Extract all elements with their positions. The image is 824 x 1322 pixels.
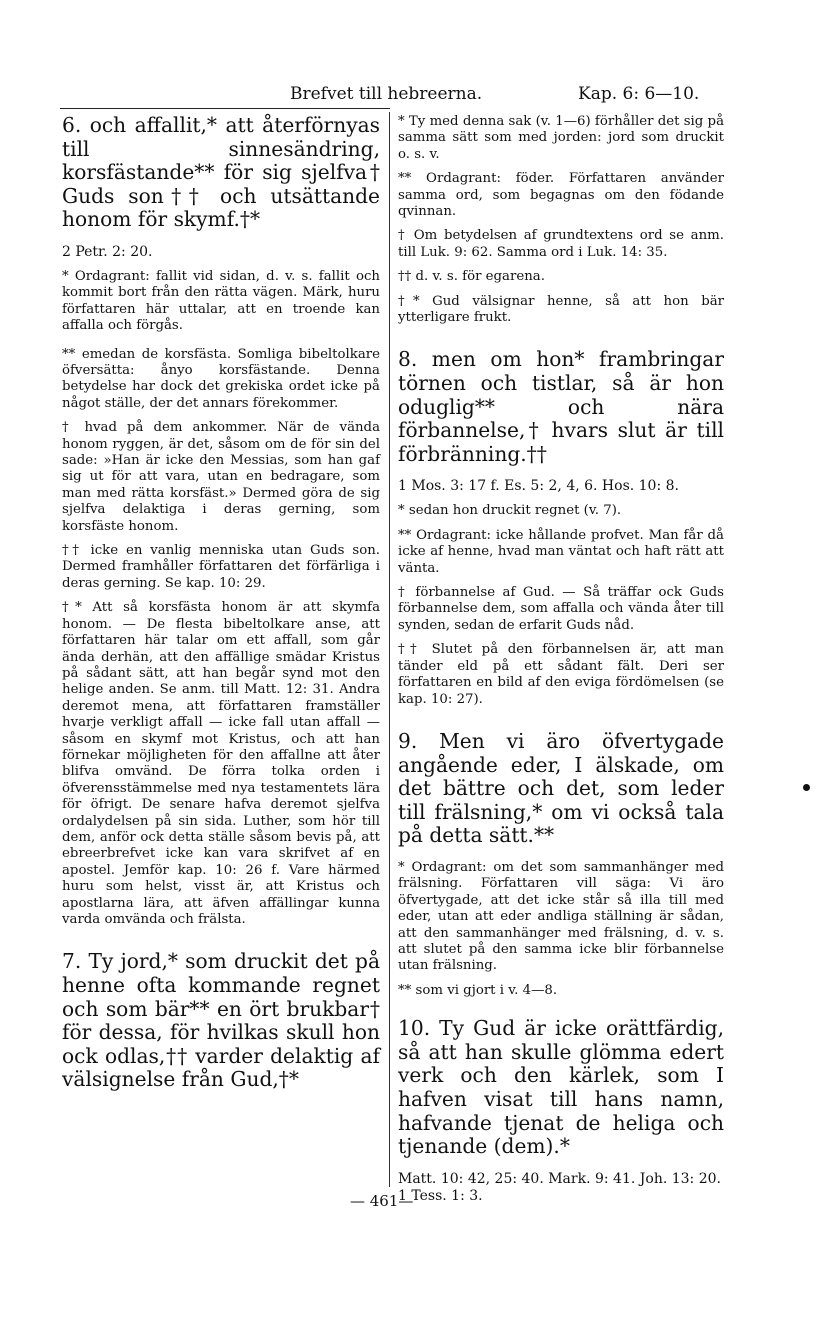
right-column: [398, 114, 724, 1213]
column-divider: [389, 112, 390, 1187]
note-7-1: * Ty med denna sak (v. 1—6) förhåller det sig på samma sätt som med jorden: jord som druckit o. s. v.: [398, 114, 724, 162]
note-8-2: ** Ordagrant: icke hållande profvet. Man får då icke af henne, hvad man väntat och haft rätt att vänta.: [398, 527, 724, 576]
verse-10: 10. Ty Gud är icke orättfärdig, så att han skulle glömma edert verk och den kärlek, som I hafven visat till hans namn, hafvande tjenat de heliga och tjenande (dem).*: [398, 1016, 724, 1159]
note-8-4: †† Slutet på den förbannelsen är, att man tänder eld på ett sådant fält. Deri ser författaren en bild af den eviga fördömelsen (se kap. 10: 27).: [398, 642, 724, 707]
verse-9: 9. Men vi äro öfvertygade angående eder, I älskade, om det bättre och det, som leder till frälsning,* om vi också tala på detta sätt.**: [398, 728, 724, 848]
note-9-2: ** som vi gjort i v. 4—8.: [398, 982, 558, 998]
note-8-3: † förbannelse af Gud. — Så träffar ock Guds förbannelse dem, som affalla och vända åter till synden, sedan de erfarit Guds nåd.: [398, 585, 724, 633]
header-rule: [60, 108, 390, 109]
note-6-3: † hvad på dem ankommer. När de vända honom ryggen, är det, såsom om de för sin del sade: »Han är icke den Messias, som han gaf sig ut för att vara, utan en bedragare, som man med rätta korsfäst.» Dermed göra de sig sjelfva delaktiga i deras gerning, som korsfäste honom.: [62, 420, 380, 534]
note-8-1: * sedan hon druckit regnet (v. 7).: [398, 503, 622, 519]
left-column: [62, 114, 380, 1104]
note-7-3: † Om betydelsen af grundtextens ord se anm. till Luk. 9: 62. Samma ord i Luk. 14: 35.: [398, 228, 724, 260]
note-7-4: †† d. v. s. för egarena.: [398, 269, 545, 285]
running-header: [0, 84, 824, 108]
verse-10-reference: Matt. 10: 42, 25: 40. Mark. 9: 41. Joh. 13: 20. 1 Tess. 1: 3.: [398, 1170, 721, 1204]
note-7-2: ** Ordagrant: föder. Författaren använder samma ord, som begagnas om den födande qvinnan.: [398, 171, 724, 220]
note-6-1: * Ordagrant: fallit vid sidan, d. v. s. fallit och kommit bort från den rätta vägen. Märk, huru författaren här uttalar, att en troende kan affalla och förgås.: [62, 268, 380, 334]
verse-6-reference: 2 Petr. 2: 20.: [62, 243, 153, 260]
verse-8-reference: 1 Mos. 3: 17 f. Es. 5: 2, 4, 6. Hos. 10: 8.: [398, 478, 679, 495]
note-7-5: †* Gud välsignar henne, så att hon bär ytterligare frukt.: [398, 293, 724, 326]
note-6-2: ** emedan de korsfästa. Somliga bibeltolkare öfversätta: ånyo korsfästande. Denna betydelse har dock det grekiska ordet icke på något ställe, der det annars förekommer.: [62, 346, 380, 411]
margin-dot: [803, 784, 810, 791]
chapter-reference: Kap. 6: 6—10.: [578, 84, 700, 104]
verse-8: 8. men om hon* frambringar törnen och tistlar, så är hon oduglig** och nära förbannelse,† hvars slut är till förbränning.††: [398, 347, 724, 466]
note-6-4: †† icke en vanlig menniska utan Guds son. Dermed framhåller författaren det förfärliga i deras gerning. Se kap. 10: 29.: [62, 543, 380, 591]
note-6-5: †* Att så korsfästa honom är att skymfa honom. — De flesta bibeltolkare anse, att författaren här talar om ett affall, som går ända derhän, att den affällige smädar Kristus på sådant sätt, att han begår synd mot den helige anden. Se anm. till Matt. 12: 31. Andra deremot mena, att författaren framställer hvarje verkligt affall — icke fall utan affall — såsom en skymf mot Kristus, och att han förnekar möjligheten för den affallne att åter blifva omvänd. De förra tolka orden i öfverensstämmelse med nya testamentets lära för öfrigt. De senare hafva deremot sjelfva ordalydelsen på sin sida. Luther, som hör till dem, anför ock detta ställe såsom bevis på, att ebreerbrefvet icke kan vara skrifvet af en apostel. Jemför kap. 10: 26 f. Vare härmed huru som helst, visst är, att Kristus och apostlarna lära, att äfven affällingar kunna varda omvända och frälsta.: [62, 600, 380, 927]
verse-7: 7. Ty jord,* som druckit det på henne ofta kommande regnet och som bär** en ört brukbar† för dessa, för hvilkas skull hon ock odlas,†† varder delaktig af välsignelse från Gud,†*: [62, 949, 380, 1092]
running-title: Brefvet till hebreerna.: [290, 84, 483, 104]
note-9-1: * Ordagrant: om det som sammanhänger med frälsning. Författaren vill säga: Vi äro öfvertygade, att det icke står så illa till med eder, utan att eder andliga ställning är sådan, att den sammanhänger med frälsning, d. v. s. att slutet på den samma icke blir förbannelse utan frälsning.: [398, 859, 724, 974]
page-number: — 461—: [350, 1192, 414, 1210]
verse-6: 6. och affallit,* att återförnyas till sinnesändring, korsfästande** för sig sjelfva† Guds son†† och utsättande honom för skymf.†*: [62, 113, 380, 232]
